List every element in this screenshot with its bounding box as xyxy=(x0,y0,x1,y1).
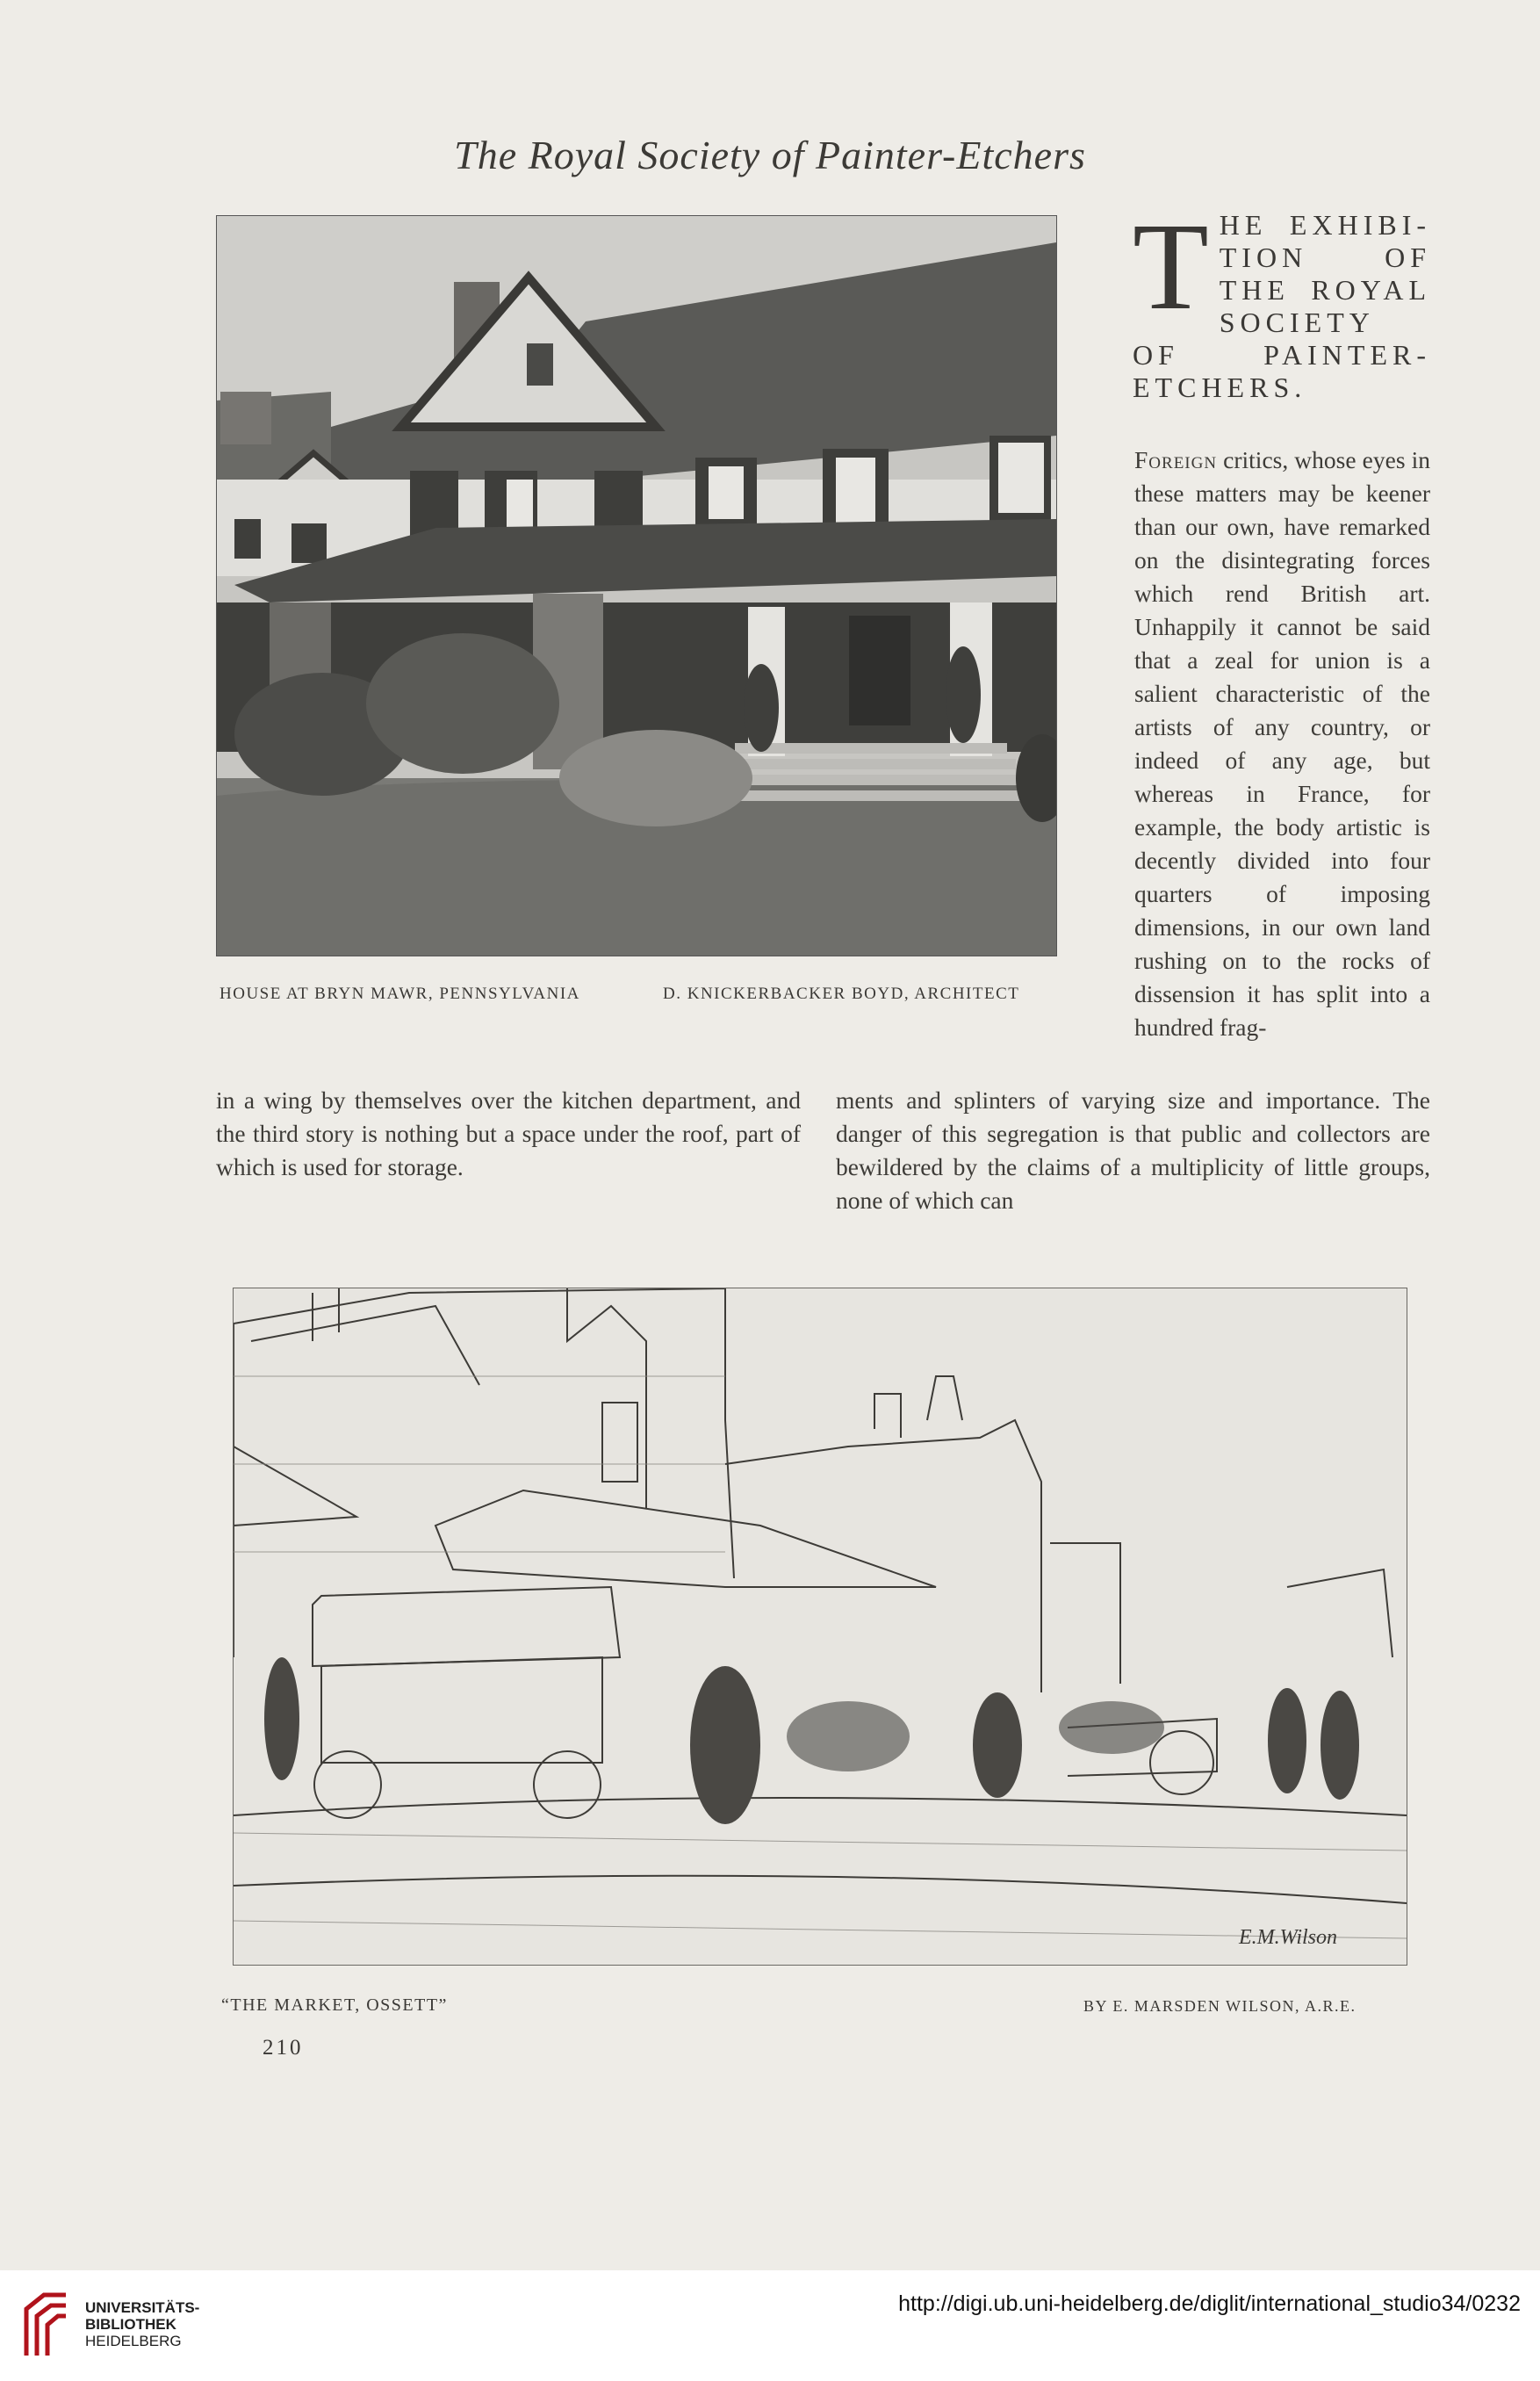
library-line1: UNIVERSITÄTS- xyxy=(85,2299,200,2316)
page-number: 210 xyxy=(263,2036,304,2060)
drop-cap: T xyxy=(1133,197,1209,336)
footer-bar xyxy=(0,2270,1540,2381)
library-logo-icon xyxy=(18,2290,72,2364)
figure2-caption-left: “THE MARKET, OSSETT” xyxy=(221,1995,448,2015)
market-etching xyxy=(233,1288,1407,1966)
article-text-right: ments and splinters of varying size and importance. The danger of this segregation is that public and collectors are bewildered by the claims of a multiplicity of little groups, none of which can xyxy=(836,1086,1430,1214)
right-column-top-text: critics, whose eyes in these matters may be keener than our own, have remarked on the disintegrating forces which rend British art. Unhappily it cannot be said that a zeal for union is a salient characteristic of the artists of any country, or indeed of any age, but whereas in France, for example, the body artistic is decently divided into four quarters of imposing dimensions, in our own land rushing on to the rocks of dissension it has split into a hundred frag- xyxy=(1134,446,1430,1041)
article-heading-text: HE EXHIBI-TION OF THE ROYAL SOCIETY OF PAINTER-ETCHERS. xyxy=(1133,209,1431,403)
intro-smallcaps: Foreign xyxy=(1134,446,1218,473)
article-text-right-top xyxy=(1134,444,1430,1044)
library-name xyxy=(85,2299,199,2349)
figure2-caption-right: BY E. MARSDEN WILSON, A.R.E. xyxy=(1083,1997,1356,2015)
figure1-caption-left: HOUSE AT BRYN MAWR, PENNSYLVANIA xyxy=(219,985,580,1003)
library-line3: HEIDELBERG xyxy=(85,2333,182,2349)
house-photograph xyxy=(216,215,1057,956)
article-heading xyxy=(1133,197,1431,404)
etching-signature: E.M.Wilson xyxy=(1239,1926,1337,1949)
figure1-caption-right: D. KNICKERBACKER BOYD, ARCHITECT xyxy=(663,985,1020,1003)
article-text-left: in a wing by themselves over the kitchen department, and the third story is nothing but a space under the roof, part of which is used for storage. xyxy=(216,1086,801,1180)
source-url-link[interactable]: http://digi.ub.uni-heidelberg.de/diglit/international_studio34/0232 xyxy=(898,2291,1521,2316)
etching-illustration xyxy=(234,1288,1407,1965)
running-title: The Royal Society of Painter-Etchers xyxy=(454,133,1086,177)
library-line2: BIBLIOTHEK xyxy=(85,2316,176,2333)
house-photo-illustration xyxy=(217,216,1056,956)
